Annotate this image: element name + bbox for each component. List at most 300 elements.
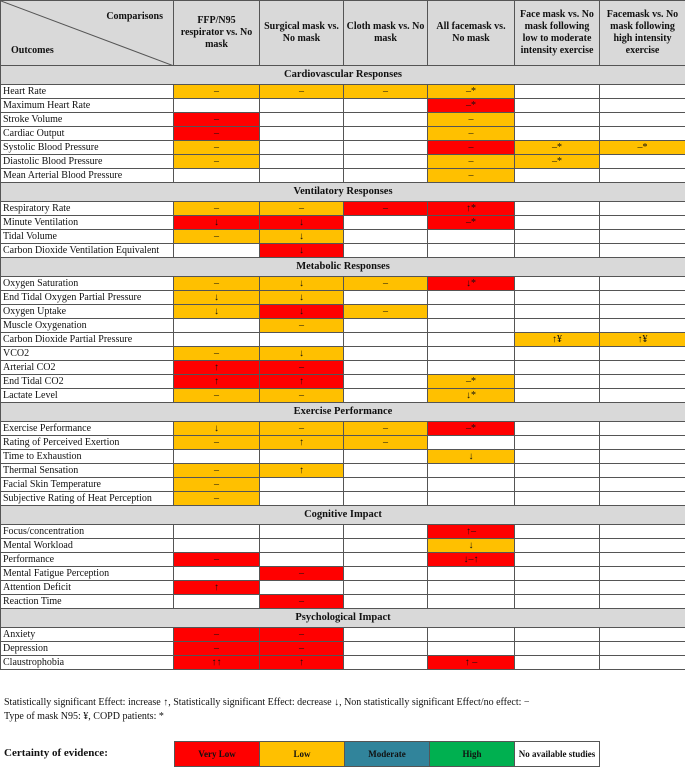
effect-cell xyxy=(344,141,428,155)
effect-cell xyxy=(515,375,600,389)
effect-cell xyxy=(515,389,600,403)
effect-cell: – xyxy=(260,361,344,375)
effect-cell xyxy=(260,127,344,141)
effect-cell xyxy=(600,422,685,436)
corner-header-cell xyxy=(1,1,174,66)
effect-cell: ↑ xyxy=(174,361,260,375)
effect-cell: – xyxy=(260,389,344,403)
effect-cell: ↓ xyxy=(260,305,344,319)
effect-cell xyxy=(344,244,428,258)
effect-cell: ↓ xyxy=(174,422,260,436)
effect-cell xyxy=(600,595,685,609)
outcome-label: Thermal Sensation xyxy=(1,464,174,478)
effect-cell: – xyxy=(344,436,428,450)
effect-cell: – xyxy=(344,202,428,216)
outcome-row xyxy=(1,464,685,478)
effect-cell xyxy=(600,450,685,464)
effect-cell: – xyxy=(174,492,260,506)
outcome-row xyxy=(1,567,685,581)
effect-cell xyxy=(515,216,600,230)
column-header-low-moderate-exercise: Face mask vs. No mask following low to moderate intensity exercise xyxy=(515,1,600,66)
effect-cell: ↓ xyxy=(174,291,260,305)
outcome-label: Lactate Level xyxy=(1,389,174,403)
effect-cell: – xyxy=(174,553,260,567)
outcome-row xyxy=(1,333,685,347)
effect-cell xyxy=(600,375,685,389)
effect-cell: ↑– xyxy=(428,525,515,539)
effect-cell xyxy=(600,581,685,595)
outcome-row xyxy=(1,230,685,244)
outcome-row xyxy=(1,85,685,99)
outcome-row xyxy=(1,492,685,506)
effect-cell: ↓* xyxy=(428,277,515,291)
effect-cell: – xyxy=(344,305,428,319)
footnotes xyxy=(4,696,530,724)
effect-cell xyxy=(344,525,428,539)
effect-cell xyxy=(515,277,600,291)
outcome-label: Depression xyxy=(1,642,174,656)
effect-cell: –* xyxy=(515,141,600,155)
effect-cell xyxy=(600,202,685,216)
effect-cell: – xyxy=(174,389,260,403)
effect-cell xyxy=(344,333,428,347)
effect-cell xyxy=(515,127,600,141)
column-header-all-facemask: All facemask vs. No mask xyxy=(428,1,515,66)
effect-cell xyxy=(428,244,515,258)
outcome-label: Mean Arterial Blood Pressure xyxy=(1,169,174,183)
effect-cell xyxy=(600,436,685,450)
outcome-row xyxy=(1,347,685,361)
effect-cell: – xyxy=(344,85,428,99)
effect-cell: – xyxy=(174,464,260,478)
outcome-label: Facial Skin Temperature xyxy=(1,478,174,492)
effect-cell xyxy=(428,291,515,305)
outcome-row xyxy=(1,361,685,375)
effect-cell xyxy=(600,464,685,478)
effect-cell xyxy=(428,581,515,595)
effect-cell: –* xyxy=(428,375,515,389)
effect-cell: ↓–↑ xyxy=(428,553,515,567)
effect-cell: – xyxy=(428,155,515,169)
effect-cell xyxy=(600,525,685,539)
effect-cell: – xyxy=(260,202,344,216)
effect-cell: –* xyxy=(515,155,600,169)
outcome-row xyxy=(1,99,685,113)
effect-cell: ↓ xyxy=(174,216,260,230)
outcome-label: Time to Exhaustion xyxy=(1,450,174,464)
header-row xyxy=(1,1,685,66)
effect-cell xyxy=(600,85,685,99)
effect-cell xyxy=(428,305,515,319)
outcome-label: Mental Workload xyxy=(1,539,174,553)
effect-cell xyxy=(600,567,685,581)
effect-cell xyxy=(344,99,428,113)
outcome-row xyxy=(1,595,685,609)
effect-cell xyxy=(260,99,344,113)
effect-cell xyxy=(600,277,685,291)
effect-cell: ↑ – xyxy=(428,656,515,670)
effect-cell xyxy=(600,347,685,361)
effect-cell xyxy=(515,628,600,642)
effect-cell: ↑¥ xyxy=(515,333,600,347)
effect-cell: – xyxy=(174,141,260,155)
effect-cell: – xyxy=(428,113,515,127)
effect-cell xyxy=(515,478,600,492)
outcomes-label: Outcomes xyxy=(11,45,54,56)
effect-cell xyxy=(515,361,600,375)
outcome-label: Subjective Rating of Heat Perception xyxy=(1,492,174,506)
effect-cell xyxy=(174,319,260,333)
effect-cell: ↓ xyxy=(260,291,344,305)
effect-cell xyxy=(260,450,344,464)
effect-cell: – xyxy=(174,155,260,169)
effect-cell xyxy=(600,99,685,113)
effect-cell xyxy=(515,595,600,609)
effect-cell xyxy=(260,581,344,595)
effect-cell xyxy=(344,450,428,464)
certainty-legend xyxy=(4,741,604,767)
outcome-row xyxy=(1,277,685,291)
effect-cell xyxy=(600,216,685,230)
section-metabolic-responses xyxy=(1,258,685,277)
effect-cell xyxy=(600,127,685,141)
effect-cell xyxy=(260,333,344,347)
effect-cell xyxy=(600,628,685,642)
effect-cell xyxy=(260,113,344,127)
effect-cell xyxy=(600,244,685,258)
effect-cell xyxy=(515,567,600,581)
effect-cell: ↑ xyxy=(260,656,344,670)
effect-cell xyxy=(260,169,344,183)
effect-cell xyxy=(344,464,428,478)
outcome-row xyxy=(1,202,685,216)
outcome-row xyxy=(1,141,685,155)
effect-cell xyxy=(600,230,685,244)
effect-cell: – xyxy=(260,85,344,99)
effect-cell: – xyxy=(174,127,260,141)
effect-cell: – xyxy=(260,642,344,656)
effect-cell xyxy=(428,567,515,581)
effect-cell xyxy=(600,155,685,169)
effect-cell xyxy=(260,525,344,539)
effect-cell: ↓ xyxy=(260,216,344,230)
effect-cell xyxy=(344,539,428,553)
outcome-label: Focus/concentration xyxy=(1,525,174,539)
effect-cell xyxy=(344,628,428,642)
effect-cell: ↑ xyxy=(260,464,344,478)
outcome-label: Heart Rate xyxy=(1,85,174,99)
section-title: Metabolic Responses xyxy=(1,258,685,277)
outcome-label: Anxiety xyxy=(1,628,174,642)
effect-cell xyxy=(428,347,515,361)
outcome-label: Respiratory Rate xyxy=(1,202,174,216)
outcome-label: Maximum Heart Rate xyxy=(1,99,174,113)
effect-cell xyxy=(344,216,428,230)
outcome-label: Oxygen Saturation xyxy=(1,277,174,291)
outcome-row xyxy=(1,113,685,127)
effect-cell xyxy=(428,464,515,478)
effect-cell xyxy=(428,319,515,333)
outcome-row xyxy=(1,155,685,169)
effect-cell xyxy=(515,99,600,113)
effect-cell xyxy=(344,319,428,333)
effect-cell xyxy=(344,581,428,595)
effect-cell xyxy=(260,492,344,506)
effect-cell xyxy=(600,291,685,305)
effect-cell xyxy=(428,595,515,609)
effect-cell: – xyxy=(174,478,260,492)
effect-cell xyxy=(174,450,260,464)
effect-cell xyxy=(174,525,260,539)
outcome-label: Reaction Time xyxy=(1,595,174,609)
section-cognitive-impact xyxy=(1,506,685,525)
outcome-row xyxy=(1,450,685,464)
effect-cell: ↑ xyxy=(174,375,260,389)
effect-cell: ↑* xyxy=(428,202,515,216)
effect-cell xyxy=(600,361,685,375)
outcome-label: Stroke Volume xyxy=(1,113,174,127)
outcome-label: Systolic Blood Pressure xyxy=(1,141,174,155)
outcome-label: Mental Fatigue Perception xyxy=(1,567,174,581)
outcome-label: Performance xyxy=(1,553,174,567)
effect-cell: – xyxy=(174,202,260,216)
outcome-label: Muscle Oxygenation xyxy=(1,319,174,333)
column-header-cloth: Cloth mask vs. No mask xyxy=(344,1,428,66)
effect-cell xyxy=(174,169,260,183)
effect-cell: – xyxy=(260,595,344,609)
effect-cell xyxy=(174,567,260,581)
effect-cell xyxy=(515,244,600,258)
effect-cell xyxy=(174,244,260,258)
effect-cell xyxy=(515,450,600,464)
outcome-row xyxy=(1,169,685,183)
outcome-label: Minute Ventilation xyxy=(1,216,174,230)
section-title: Exercise Performance xyxy=(1,403,685,422)
effect-cell: – xyxy=(428,141,515,155)
outcome-row xyxy=(1,478,685,492)
effect-cell: – xyxy=(174,347,260,361)
effect-cell xyxy=(600,113,685,127)
effect-cell: – xyxy=(260,567,344,581)
outcome-row xyxy=(1,389,685,403)
effect-cell xyxy=(428,436,515,450)
outcome-row xyxy=(1,628,685,642)
effect-cell: ↑ xyxy=(174,581,260,595)
effect-cell xyxy=(344,567,428,581)
effect-cell xyxy=(600,553,685,567)
effect-cell: ↓ xyxy=(260,347,344,361)
outcome-row xyxy=(1,291,685,305)
effect-cell xyxy=(344,553,428,567)
section-exercise-performance xyxy=(1,403,685,422)
effect-cell xyxy=(600,305,685,319)
effect-cell xyxy=(260,553,344,567)
legend-high: High xyxy=(430,742,515,767)
effect-cell xyxy=(515,581,600,595)
effect-cell xyxy=(428,478,515,492)
effect-cell xyxy=(515,202,600,216)
outcome-label: Oxygen Uptake xyxy=(1,305,174,319)
outcome-label: End Tidal Oxygen Partial Pressure xyxy=(1,291,174,305)
outcome-label: Diastolic Blood Pressure xyxy=(1,155,174,169)
effect-cell: – xyxy=(174,628,260,642)
effect-cell xyxy=(600,169,685,183)
effect-cell xyxy=(344,656,428,670)
column-header-surgical: Surgical mask vs. No mask xyxy=(260,1,344,66)
effect-cell xyxy=(344,375,428,389)
legend-moderate: Moderate xyxy=(345,742,430,767)
outcome-row xyxy=(1,656,685,670)
outcome-row xyxy=(1,436,685,450)
effect-cell xyxy=(344,389,428,403)
outcome-row xyxy=(1,305,685,319)
effect-cell: – xyxy=(344,422,428,436)
effect-cell: ↓ xyxy=(428,450,515,464)
effect-cell xyxy=(344,347,428,361)
effect-cell xyxy=(428,492,515,506)
effect-cell: ↑¥ xyxy=(600,333,685,347)
column-header-high-intensity-exercise: Facemask vs. No mask following high intensity exercise xyxy=(600,1,685,66)
legend-swatches xyxy=(174,741,600,767)
effect-cell: – xyxy=(260,422,344,436)
section-ventilatory-responses xyxy=(1,183,685,202)
effect-cell xyxy=(515,230,600,244)
effect-cell xyxy=(260,141,344,155)
outcome-label: Rating of Perceived Exertion xyxy=(1,436,174,450)
effect-cell xyxy=(174,333,260,347)
effect-cell xyxy=(515,347,600,361)
outcome-row xyxy=(1,553,685,567)
footnote-mask-type: Type of mask N95: ¥, COPD patients: * xyxy=(4,711,164,722)
effect-cell xyxy=(174,595,260,609)
outcome-label: Attention Deficit xyxy=(1,581,174,595)
effect-cell: ↓ xyxy=(428,539,515,553)
legend-very-low: Very Low xyxy=(175,742,260,767)
effect-cell xyxy=(344,113,428,127)
effect-cell xyxy=(600,539,685,553)
column-header-ffp-n95: FFP/N95 respirator vs. No mask xyxy=(174,1,260,66)
effect-cell xyxy=(600,656,685,670)
effect-cell xyxy=(344,169,428,183)
outcome-row xyxy=(1,375,685,389)
effect-cell xyxy=(515,464,600,478)
effect-cell: ↓* xyxy=(428,389,515,403)
effect-cell: –* xyxy=(600,141,685,155)
effect-cell xyxy=(344,492,428,506)
footnote-effects: Statistically significant Effect: increase ↑, Statistically significant Effect: decrease ↓, Non statistically significant Effect/no effect: − xyxy=(4,697,530,708)
outcome-label: Carbon Dioxide Partial Pressure xyxy=(1,333,174,347)
effect-cell xyxy=(515,642,600,656)
effect-cell xyxy=(344,595,428,609)
effect-cell: ↓ xyxy=(260,244,344,258)
outcome-row xyxy=(1,244,685,258)
effect-cell xyxy=(600,319,685,333)
outcome-row xyxy=(1,422,685,436)
outcome-row xyxy=(1,525,685,539)
effect-cell xyxy=(428,230,515,244)
effect-cell: –* xyxy=(428,99,515,113)
evidence-table-body xyxy=(1,1,685,670)
effect-cell: ↓ xyxy=(174,305,260,319)
outcome-label: End Tidal CO2 xyxy=(1,375,174,389)
section-cardiovascular-responses xyxy=(1,66,685,85)
outcome-label: Arterial CO2 xyxy=(1,361,174,375)
effect-cell: ↑ xyxy=(260,436,344,450)
section-psychological-impact xyxy=(1,609,685,628)
effect-cell: – xyxy=(260,628,344,642)
outcome-row xyxy=(1,642,685,656)
effect-cell xyxy=(260,539,344,553)
legend-no-available-studies: No available studies xyxy=(515,742,600,767)
effect-cell: – xyxy=(174,230,260,244)
outcome-label: VCO2 xyxy=(1,347,174,361)
outcome-label: Cardiac Output xyxy=(1,127,174,141)
effect-cell: – xyxy=(174,85,260,99)
effect-cell xyxy=(174,99,260,113)
comparisons-label: Comparisons xyxy=(106,11,163,22)
effect-cell xyxy=(260,155,344,169)
effect-cell xyxy=(260,478,344,492)
effect-cell: – xyxy=(174,113,260,127)
effect-cell xyxy=(515,656,600,670)
effect-cell xyxy=(515,113,600,127)
outcome-row xyxy=(1,539,685,553)
effect-cell: – xyxy=(428,127,515,141)
effect-cell xyxy=(515,169,600,183)
effect-cell: ↓ xyxy=(260,230,344,244)
effect-cell xyxy=(515,525,600,539)
effect-cell xyxy=(515,436,600,450)
effect-cell xyxy=(515,305,600,319)
effect-cell xyxy=(428,333,515,347)
effect-cell xyxy=(344,642,428,656)
outcome-row xyxy=(1,127,685,141)
effect-cell xyxy=(515,291,600,305)
effect-cell xyxy=(515,319,600,333)
effect-cell: – xyxy=(174,642,260,656)
legend-title: Certainty of evidence: xyxy=(4,747,108,759)
effect-cell xyxy=(600,492,685,506)
effect-cell xyxy=(428,642,515,656)
outcome-label: Tidal Volume xyxy=(1,230,174,244)
outcome-row xyxy=(1,581,685,595)
effect-cell: – xyxy=(428,169,515,183)
effect-cell xyxy=(428,361,515,375)
section-title: Cardiovascular Responses xyxy=(1,66,685,85)
effect-cell: – xyxy=(174,277,260,291)
effect-cell xyxy=(344,361,428,375)
effect-cell xyxy=(344,155,428,169)
outcome-label: Carbon Dioxide Ventilation Equivalent xyxy=(1,244,174,258)
effect-cell: – xyxy=(344,277,428,291)
effect-cell xyxy=(344,478,428,492)
effect-cell xyxy=(515,553,600,567)
effect-cell xyxy=(344,127,428,141)
section-title: Cognitive Impact xyxy=(1,506,685,525)
effect-cell xyxy=(515,492,600,506)
effect-cell xyxy=(344,230,428,244)
effect-cell xyxy=(515,539,600,553)
effect-cell: ↑↑ xyxy=(174,656,260,670)
outcome-row xyxy=(1,216,685,230)
effect-cell xyxy=(600,642,685,656)
outcome-row xyxy=(1,319,685,333)
effect-cell: –* xyxy=(428,216,515,230)
section-title: Ventilatory Responses xyxy=(1,183,685,202)
effect-cell xyxy=(600,389,685,403)
effect-cell: –* xyxy=(428,422,515,436)
legend-low: Low xyxy=(260,742,345,767)
